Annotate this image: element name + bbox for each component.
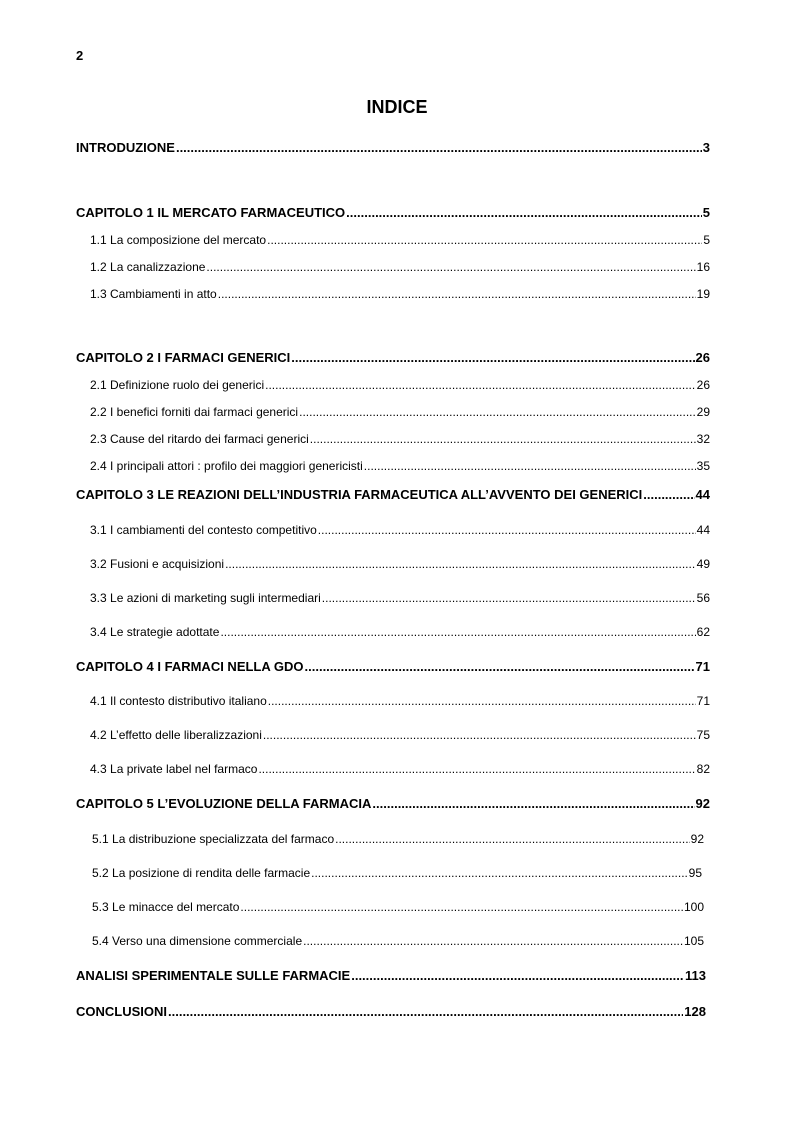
toc-entry-chapter-5[interactable] [76, 796, 710, 811]
toc-leader-dots [291, 350, 694, 365]
toc-entry-section-1-1[interactable] [90, 233, 710, 247]
page-title: INDICE [366, 97, 428, 117]
toc-leader-dots [372, 796, 694, 811]
toc-entry-section-1-3[interactable] [90, 287, 710, 301]
toc-entry-page: 44 [695, 487, 710, 502]
toc-entry-title: 3.4 Le strategie adottate [90, 625, 220, 639]
toc-entry-page: 26 [695, 350, 710, 365]
toc-entry-page: 19 [696, 287, 710, 301]
toc-leader-dots [303, 934, 683, 948]
toc-entry-section-2-3[interactable] [90, 432, 710, 446]
toc-entry-page: 3 [702, 140, 710, 155]
toc-entry-chapter-2[interactable] [76, 350, 710, 365]
toc-entry-page: 82 [696, 762, 710, 776]
toc-leader-dots [268, 694, 696, 708]
toc-entry-chapter-1[interactable] [76, 205, 710, 220]
toc-entry-title: ANALISI SPERIMENTALE SULLE FARMACIE [76, 968, 351, 983]
toc-leader-dots [322, 591, 696, 605]
toc-entry-page: 56 [696, 591, 710, 605]
toc-leader-dots [240, 900, 683, 914]
toc-entry-title: CONCLUSIONI [76, 1004, 167, 1019]
toc-entry-title: 4.2 L’effetto delle liberalizzazioni [90, 728, 262, 742]
toc-leader-dots [176, 140, 702, 155]
toc-entry-section-3-3[interactable] [90, 591, 710, 605]
toc-entry-title: 1.2 La canalizzazione [90, 260, 206, 274]
toc-entry-title: 2.4 I principali attori : profilo dei maggiori genericisti [90, 459, 363, 473]
toc-entry-section-5-3[interactable] [92, 900, 704, 914]
toc-entry-page: 35 [696, 459, 710, 473]
toc-entry-page: 105 [683, 934, 704, 948]
toc-entry-title: 1.3 Cambiamenti in atto [90, 287, 217, 301]
toc-entry-section-3-4[interactable] [90, 625, 710, 639]
toc-entry-title: CAPITOLO 5 L’EVOLUZIONE DELLA FARMACIA [76, 796, 372, 811]
toc-leader-dots [206, 260, 695, 274]
toc-leader-dots [258, 762, 695, 776]
toc-entry-page: 32 [696, 432, 710, 446]
toc-entry-title: 1.1 La composizione del mercato [90, 233, 267, 247]
toc-entry-title: 5.2 La posizione di rendita delle farmacie [92, 866, 311, 880]
toc-leader-dots [220, 625, 695, 639]
toc-leader-dots [335, 832, 690, 846]
toc-entry-section-2-2[interactable] [90, 405, 710, 419]
toc-leader-dots [310, 432, 696, 446]
toc-entry-title: 4.3 La private label nel farmaco [90, 762, 258, 776]
toc-entry-title: 5.4 Verso una dimensione commerciale [92, 934, 303, 948]
toc-entry-title: CAPITOLO 4 I FARMACI NELLA GDO [76, 659, 304, 674]
toc-entry-conclusioni[interactable] [76, 1004, 706, 1019]
toc-entry-page: 5 [703, 233, 710, 247]
toc-entry-section-2-4[interactable] [90, 459, 710, 473]
toc-entry-introduzione[interactable] [76, 140, 710, 155]
toc-entry-section-4-2[interactable] [90, 728, 710, 742]
toc-leader-dots [299, 405, 696, 419]
toc-entry-title: CAPITOLO 3 LE REAZIONI DELL’INDUSTRIA FARMACEUTICA ALL’AVVENTO DEI GENERICI [76, 487, 643, 502]
toc-leader-dots [311, 866, 688, 880]
toc-entry-title: 2.2 I benefici forniti dai farmaci generici [90, 405, 299, 419]
toc-entry-title: 2.1 Definizione ruolo dei generici [90, 378, 265, 392]
toc-leader-dots [351, 968, 684, 983]
toc-entry-page: 16 [696, 260, 710, 274]
toc-entry-section-3-2[interactable] [90, 557, 710, 571]
toc-leader-dots [225, 557, 696, 571]
toc-entry-page: 113 [685, 968, 706, 983]
toc-entry-title: 5.3 Le minacce del mercato [92, 900, 240, 914]
toc-leader-dots [364, 459, 696, 473]
toc-leader-dots [318, 523, 696, 537]
toc-entry-page: 92 [690, 832, 704, 846]
toc-entry-chapter-4[interactable] [76, 659, 710, 674]
toc-leader-dots [643, 487, 694, 502]
toc-entry-section-3-1[interactable] [90, 523, 710, 537]
toc-entry-page: 5 [702, 205, 710, 220]
toc-entry-analisi[interactable] [76, 968, 706, 983]
toc-entry-section-2-1[interactable] [90, 378, 710, 392]
toc-leader-dots [305, 659, 695, 674]
toc-entry-chapter-3[interactable] [76, 487, 710, 502]
toc-entry-section-1-2[interactable] [90, 260, 710, 274]
toc-entry-page: 71 [696, 694, 710, 708]
toc-leader-dots [168, 1004, 683, 1019]
page-number: 2 [76, 48, 84, 63]
toc-entry-title: INTRODUZIONE [76, 140, 175, 155]
toc-entry-page: 92 [695, 796, 710, 811]
toc-entry-section-5-1[interactable] [92, 832, 704, 846]
toc-entry-title: 5.1 La distribuzione specializzata del farmaco [92, 832, 335, 846]
toc-entry-section-5-2[interactable] [92, 866, 702, 880]
toc-entry-title: 3.2 Fusioni e acquisizioni [90, 557, 225, 571]
toc-entry-page: 95 [688, 866, 702, 880]
toc-entry-section-4-1[interactable] [90, 694, 710, 708]
toc-entry-page: 128 [684, 1004, 706, 1019]
toc-leader-dots [267, 233, 702, 247]
toc-entry-section-4-3[interactable] [90, 762, 710, 776]
toc-entry-page: 26 [696, 378, 710, 392]
toc-entry-page: 62 [696, 625, 710, 639]
toc-entry-page: 75 [696, 728, 710, 742]
toc-entry-title: CAPITOLO 2 I FARMACI GENERICI [76, 350, 291, 365]
toc-entry-page: 29 [696, 405, 710, 419]
toc-entry-page: 49 [696, 557, 710, 571]
toc-leader-dots [346, 205, 702, 220]
toc-entry-title: 3.1 I cambiamenti del contesto competitivo [90, 523, 317, 537]
toc-entry-section-5-4[interactable] [92, 934, 704, 948]
toc-entry-title: 4.1 Il contesto distributivo italiano [90, 694, 267, 708]
toc-entry-page: 100 [683, 900, 704, 914]
toc-leader-dots [218, 287, 696, 301]
toc-entry-title: 2.3 Cause del ritardo dei farmaci generici [90, 432, 309, 446]
toc-entry-title: 3.3 Le azioni di marketing sugli intermediari [90, 591, 321, 605]
toc-entry-page: 71 [695, 659, 710, 674]
toc-entry-page: 44 [696, 523, 710, 537]
toc-entry-title: CAPITOLO 1 IL MERCATO FARMACEUTICO [76, 205, 346, 220]
toc-leader-dots [263, 728, 696, 742]
toc-leader-dots [265, 378, 696, 392]
